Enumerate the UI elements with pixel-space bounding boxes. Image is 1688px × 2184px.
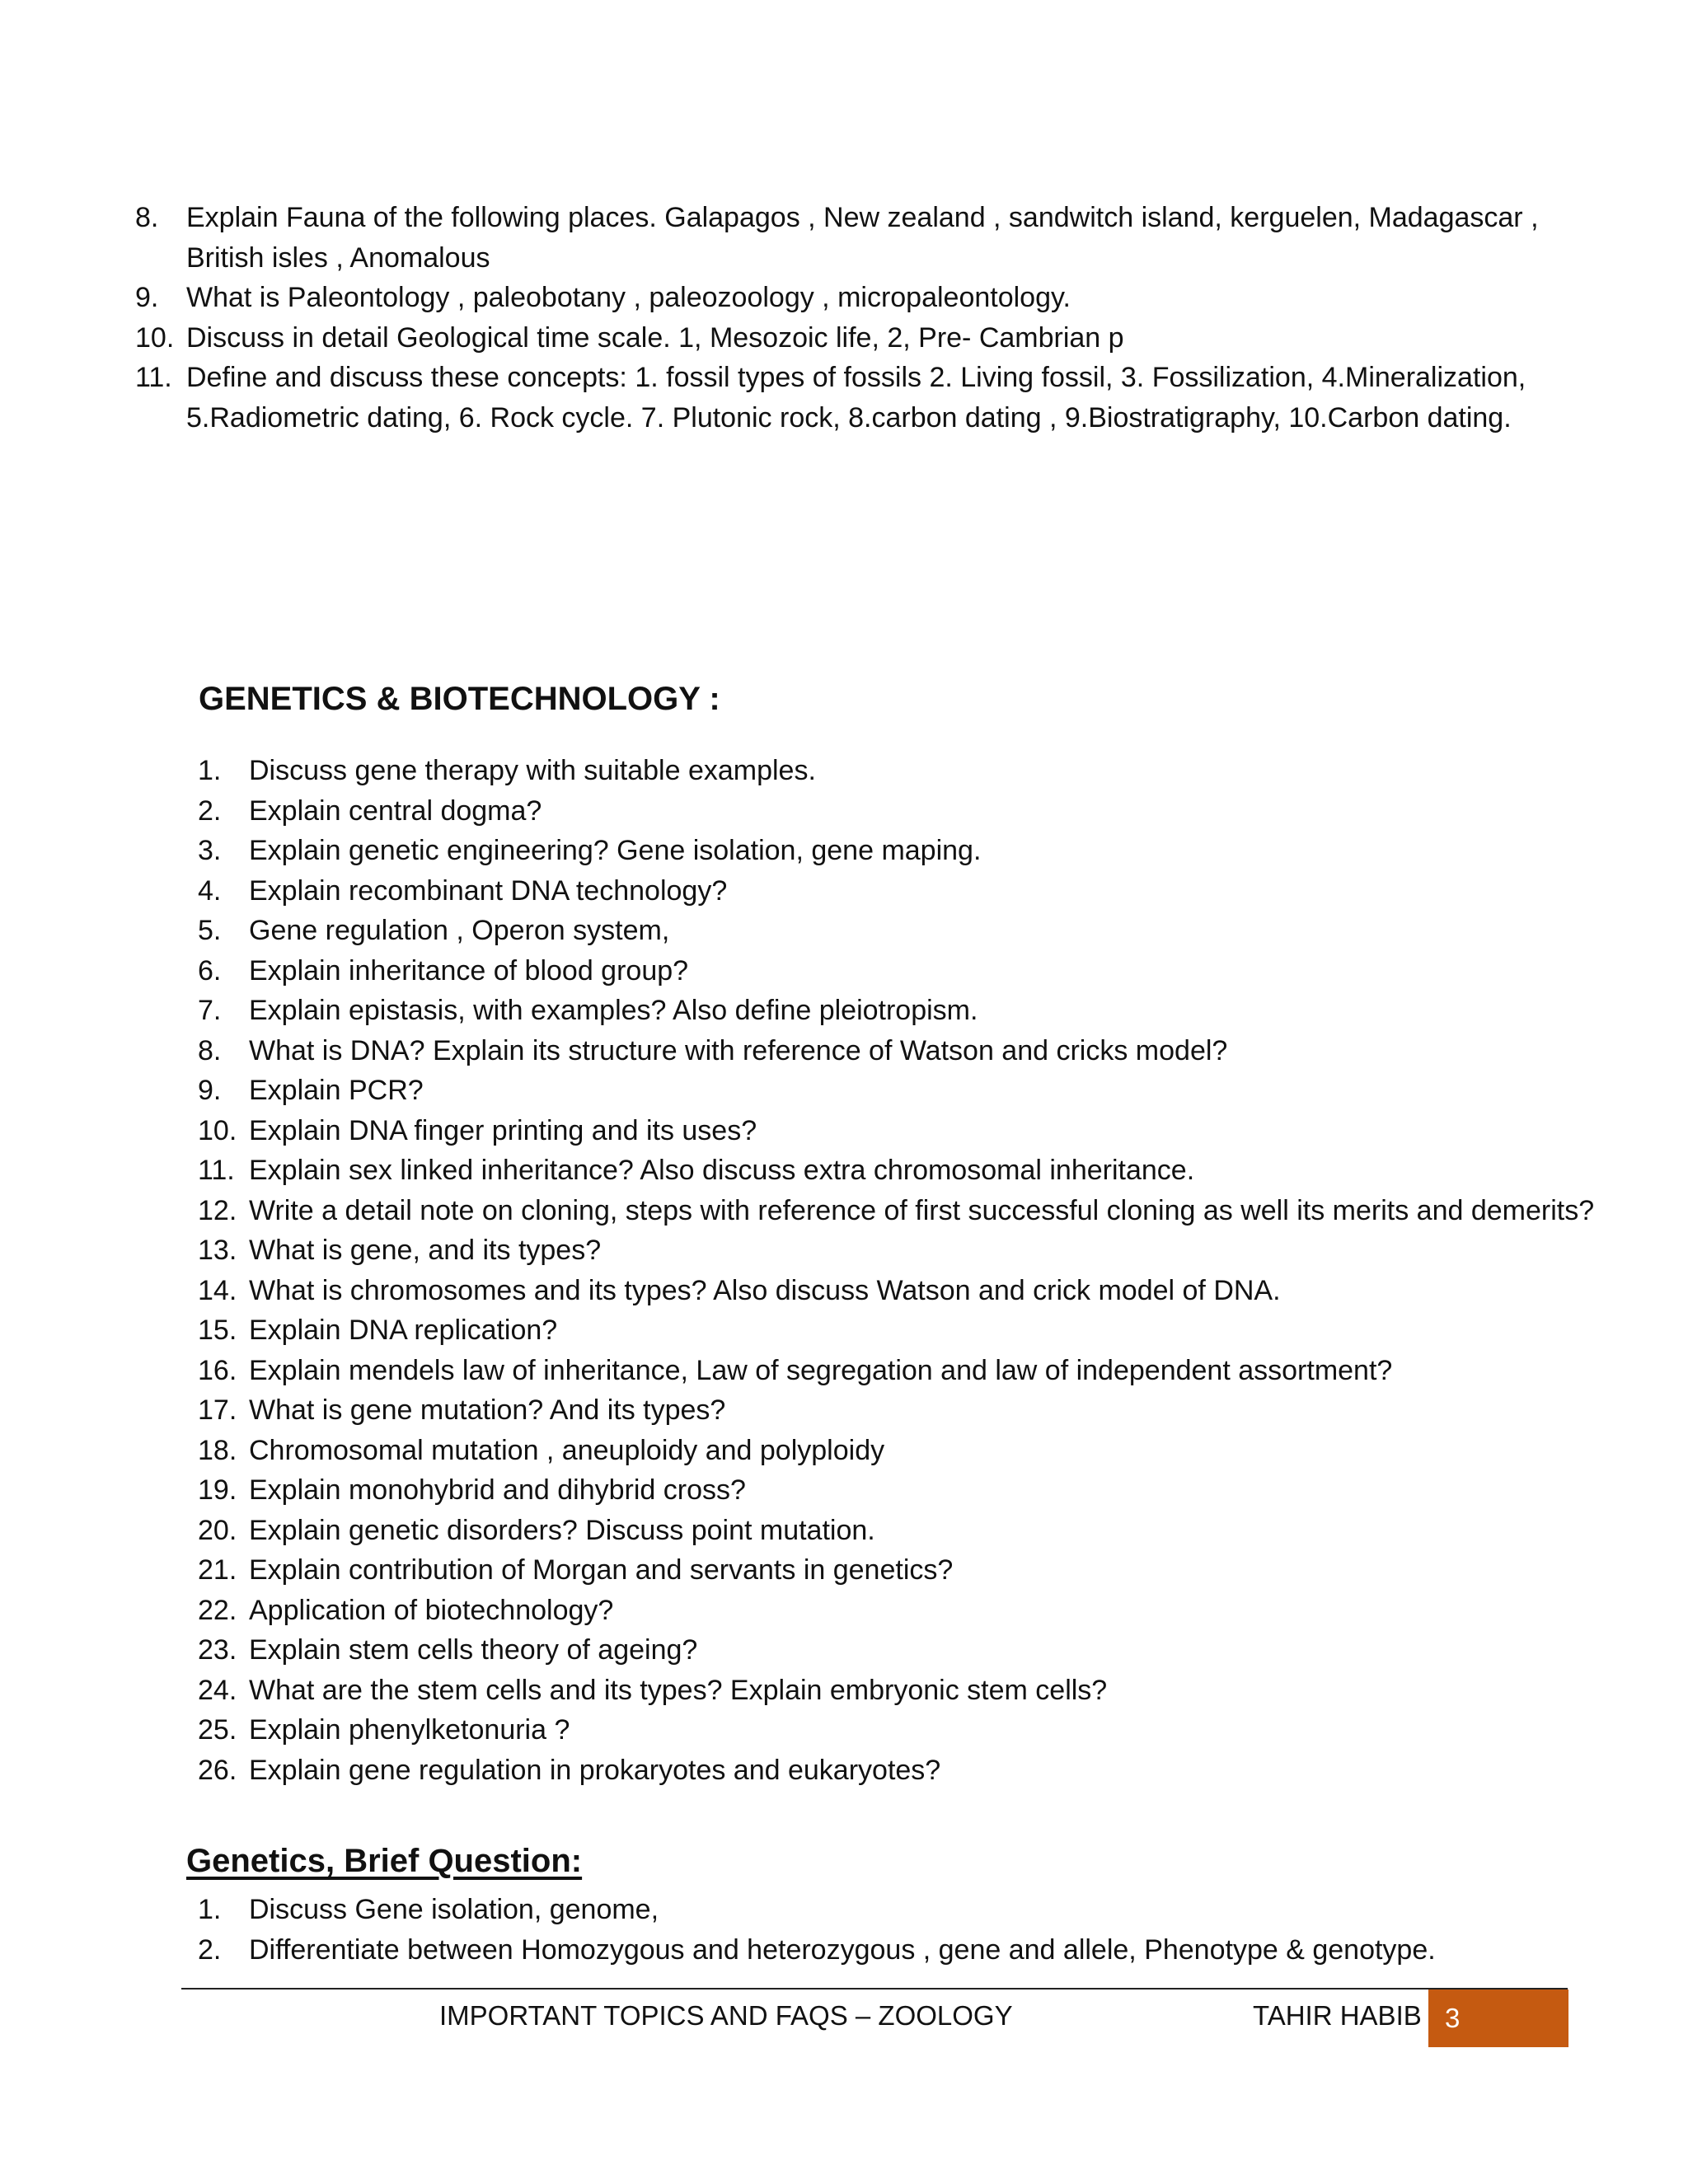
list-item-text: Explain recombinant DNA technology?: [249, 874, 728, 907]
list-item-text: Explain Fauna of the following places. Galapagos , New zealand , sandwitch island, kerguelen, Madagascar , British isles , Anomalous: [186, 202, 1539, 274]
list-item: [135, 358, 1619, 438]
list-item: [198, 751, 1632, 791]
list-item-text: What are the stem cells and its types? Explain embryonic stem cells?: [249, 1674, 1108, 1706]
list-item-text: Explain stem cells theory of ageing?: [249, 1634, 698, 1666]
list-item-number: 18.: [198, 1434, 237, 1466]
list-item: [198, 1191, 1632, 1231]
list-item-number: 12.: [198, 1194, 237, 1226]
list-item: [198, 1071, 1632, 1111]
list-item: [198, 991, 1632, 1031]
list-item-number: 7.: [198, 995, 222, 1026]
list-item-number: 9.: [198, 1075, 222, 1106]
list-item: [198, 1890, 1632, 1930]
list-item-text: Chromosomal mutation , aneuploidy and polyploidy: [249, 1434, 885, 1466]
list-item: [198, 951, 1632, 991]
list-item-text: Gene regulation , Operon system,: [249, 915, 670, 946]
list-item: [198, 1390, 1632, 1431]
list-item-number: 11.: [135, 362, 172, 393]
list-item: [198, 1151, 1632, 1191]
list-item-text: Explain contribution of Morgan and servants in genetics?: [249, 1554, 954, 1586]
list-item-number: 8.: [198, 1034, 222, 1066]
list-item-number: 2.: [198, 1933, 222, 1966]
list-item-number: 17.: [198, 1394, 237, 1426]
list-item: [198, 871, 1632, 912]
page-number-badge: 3: [1428, 1990, 1568, 2047]
list-item-number: 10.: [135, 321, 175, 354]
footer-author: TAHIR HABIB: [1253, 2000, 1422, 2031]
list-item-text: Explain inheritance of blood group?: [249, 954, 689, 987]
footer-title: IMPORTANT TOPICS AND FAQS – ZOOLOGY: [439, 2000, 1013, 2031]
list-item-number: 25.: [198, 1714, 237, 1746]
list-item-text: Discuss Gene isolation, genome,: [249, 1894, 659, 1925]
list-item-number: 8.: [135, 202, 159, 233]
list-item: [198, 1511, 1632, 1551]
list-item-text: Discuss gene therapy with suitable examples.: [249, 755, 816, 786]
genetics-biotechnology-heading: GENETICS & BIOTECHNOLOGY :: [199, 681, 720, 717]
list-item: [198, 1351, 1632, 1391]
list-item: [198, 1710, 1632, 1750]
list-item: [198, 791, 1632, 832]
list-item-text: Explain genetic disorders? Discuss point mutation.: [249, 1514, 875, 1546]
list-item: [198, 1031, 1632, 1071]
list-item-text: Explain epistasis, with examples? Also define pleiotropism.: [249, 995, 978, 1026]
list-item-text: Explain DNA finger printing and its uses?: [249, 1114, 757, 1146]
list-item: [198, 1271, 1632, 1311]
list-item: [198, 911, 1632, 951]
list-item: [135, 198, 1619, 278]
list-item-text: Differentiate between Homozygous and heterozygous , gene and allele, Phenotype & genotype.: [249, 1933, 1436, 1966]
list-item: [198, 831, 1632, 871]
fauna-paleontology-list: [135, 198, 1619, 438]
list-item-number: 9.: [135, 282, 159, 313]
list-item-number: 13.: [198, 1235, 237, 1266]
list-item-text: Explain monohybrid and dihybrid cross?: [249, 1474, 746, 1506]
list-item-number: 3.: [198, 835, 222, 866]
list-item-number: 1.: [198, 1894, 222, 1925]
list-item-number: 26.: [198, 1754, 237, 1786]
list-item-number: 19.: [198, 1474, 237, 1506]
brief-question-list: [198, 1890, 1632, 1970]
list-item-number: 5.: [198, 915, 222, 946]
list-item-text: What is chromosomes and its types? Also discuss Watson and crick model of DNA.: [249, 1274, 1281, 1306]
list-item: [198, 1230, 1632, 1271]
genetics-question-list: [198, 751, 1632, 1790]
list-item-number: 4.: [198, 874, 222, 907]
list-item-number: 10.: [198, 1114, 237, 1146]
list-item-text: What is DNA? Explain its structure with reference of Watson and cricks model?: [249, 1034, 1228, 1066]
list-item-text: Explain genetic engineering? Gene isolation, gene maping.: [249, 835, 982, 866]
list-item: [198, 1111, 1632, 1151]
list-item-text: Explain phenylketonuria ?: [249, 1714, 570, 1746]
list-item-text: Discuss in detail Geological time scale. 1, Mesozoic life, 2, Pre- Cambrian p: [186, 321, 1124, 354]
list-item-number: 6.: [198, 954, 222, 987]
list-item: [198, 1671, 1632, 1711]
list-item-text: Explain central dogma?: [249, 794, 542, 827]
list-item-number: 1.: [198, 755, 222, 786]
list-item-text: What is Paleontology , paleobotany , paleozoology , micropaleontology.: [186, 282, 1071, 313]
list-item-number: 2.: [198, 794, 222, 827]
list-item: [135, 318, 1619, 359]
list-item-number: 15.: [198, 1315, 237, 1346]
list-item: [198, 1930, 1632, 1971]
list-item-text: Define and discuss these concepts: 1. fossil types of fossils 2. Living fossil, 3. Fossilization, 4.Mineralization, 5.Radiometric dating, 6. Rock cycle. 7. Plutonic rock, 8.carbon dating , 9.Biostratigraphy, 10.Carbon dating.: [186, 362, 1526, 434]
list-item: [198, 1550, 1632, 1591]
list-item-text: Explain PCR?: [249, 1075, 424, 1106]
list-item-text: Explain gene regulation in prokaryotes and eukaryotes?: [249, 1754, 941, 1786]
footer-divider: [181, 1988, 1568, 1990]
list-item: [198, 1591, 1632, 1631]
list-item-text: Explain DNA replication?: [249, 1315, 558, 1346]
list-item-number: 24.: [198, 1674, 237, 1706]
list-item-text: What is gene mutation? And its types?: [249, 1394, 726, 1426]
list-item-number: 20.: [198, 1514, 237, 1546]
list-item-text: Write a detail note on cloning, steps with reference of first successful cloning as well its merits and demerits?: [249, 1194, 1595, 1226]
list-item-text: Explain sex linked inheritance? Also discuss extra chromosomal inheritance.: [249, 1155, 1195, 1186]
list-item-text: What is gene, and its types?: [249, 1235, 602, 1266]
list-item: [198, 1470, 1632, 1511]
list-item-number: 14.: [198, 1274, 237, 1306]
list-item: [198, 1630, 1632, 1671]
list-item-number: 11.: [198, 1155, 235, 1186]
list-item: [198, 1431, 1632, 1471]
list-item: [198, 1310, 1632, 1351]
list-item-number: 16.: [198, 1354, 237, 1386]
list-item-text: Explain mendels law of inheritance, Law of segregation and law of independent assortment?: [249, 1354, 1393, 1386]
genetics-brief-question-heading: Genetics, Brief Question:: [186, 1843, 583, 1879]
list-item: [135, 278, 1619, 318]
list-item-text: Application of biotechnology?: [249, 1594, 614, 1626]
list-item-number: 21.: [198, 1554, 237, 1586]
list-item-number: 23.: [198, 1634, 237, 1666]
list-item: [198, 1750, 1632, 1791]
list-item-number: 22.: [198, 1594, 237, 1626]
